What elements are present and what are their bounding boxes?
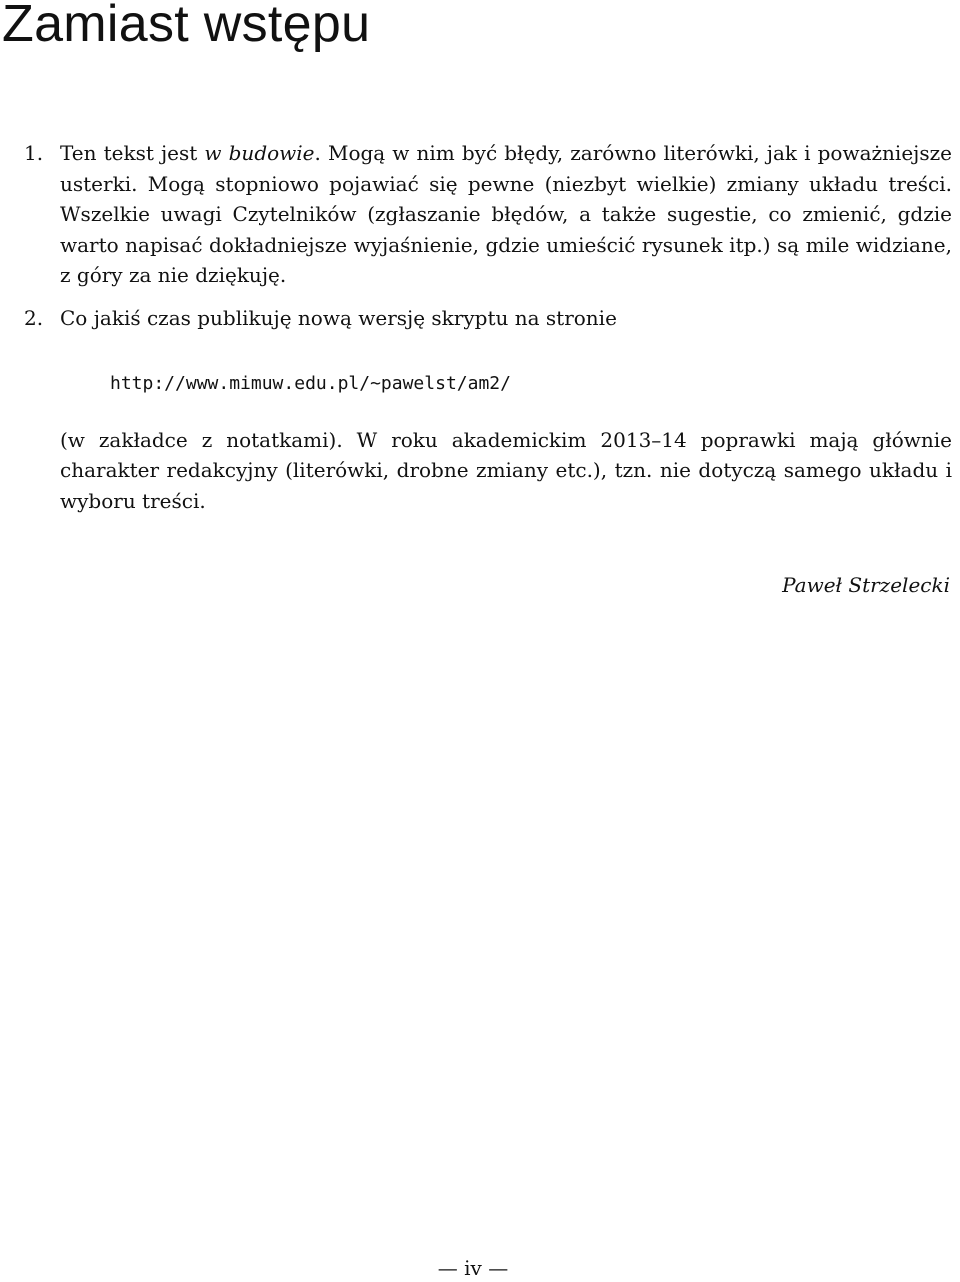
list-item-text: Co jakiś czas publikuję nową wersję skryptu na stronie bbox=[60, 306, 617, 330]
list-item-continuation: (w zakładce z notatkami). W roku akademickim 2013–14 poprawki mają głównie charakter redakcyjny (literówki, drobne zmiany etc.), tzn. nie dotyczą samego układu i wyboru treści. bbox=[60, 427, 952, 513]
item-text-emphasis: w budowie bbox=[204, 141, 315, 165]
page-title: Zamiast wstępu bbox=[2, 0, 371, 53]
author-signature: Paweł Strzelecki bbox=[782, 573, 950, 597]
item-text-after: . Mogą w nim być błędy, zarówno literówki, jak i poważniejsze usterki. Mogą stopniowo pojawiać się pewne (niezbyt wielkie) zmiany układu treści. Wszelkie uwagi Czytelników (zgłaszanie błędów, a także sugestie, co zmienić, gdzie warto napisać dokładniejsze wyjaśnienie, gdzie umieścić rysunek itp.) są mile widziane, z góry za nie dziękuję. bbox=[60, 141, 952, 287]
list-item-marker: 2. bbox=[24, 306, 44, 330]
website-url-link[interactable]: http://www.mimuw.edu.pl/~pawelst/am2/ bbox=[110, 372, 511, 394]
list-item-marker: 1. bbox=[24, 141, 44, 165]
list-item bbox=[24, 303, 952, 516]
item-text-before: Ten tekst jest bbox=[60, 141, 205, 165]
page-number: — iv — bbox=[437, 1256, 509, 1280]
list-item bbox=[24, 138, 952, 291]
list-item-text bbox=[60, 138, 952, 291]
